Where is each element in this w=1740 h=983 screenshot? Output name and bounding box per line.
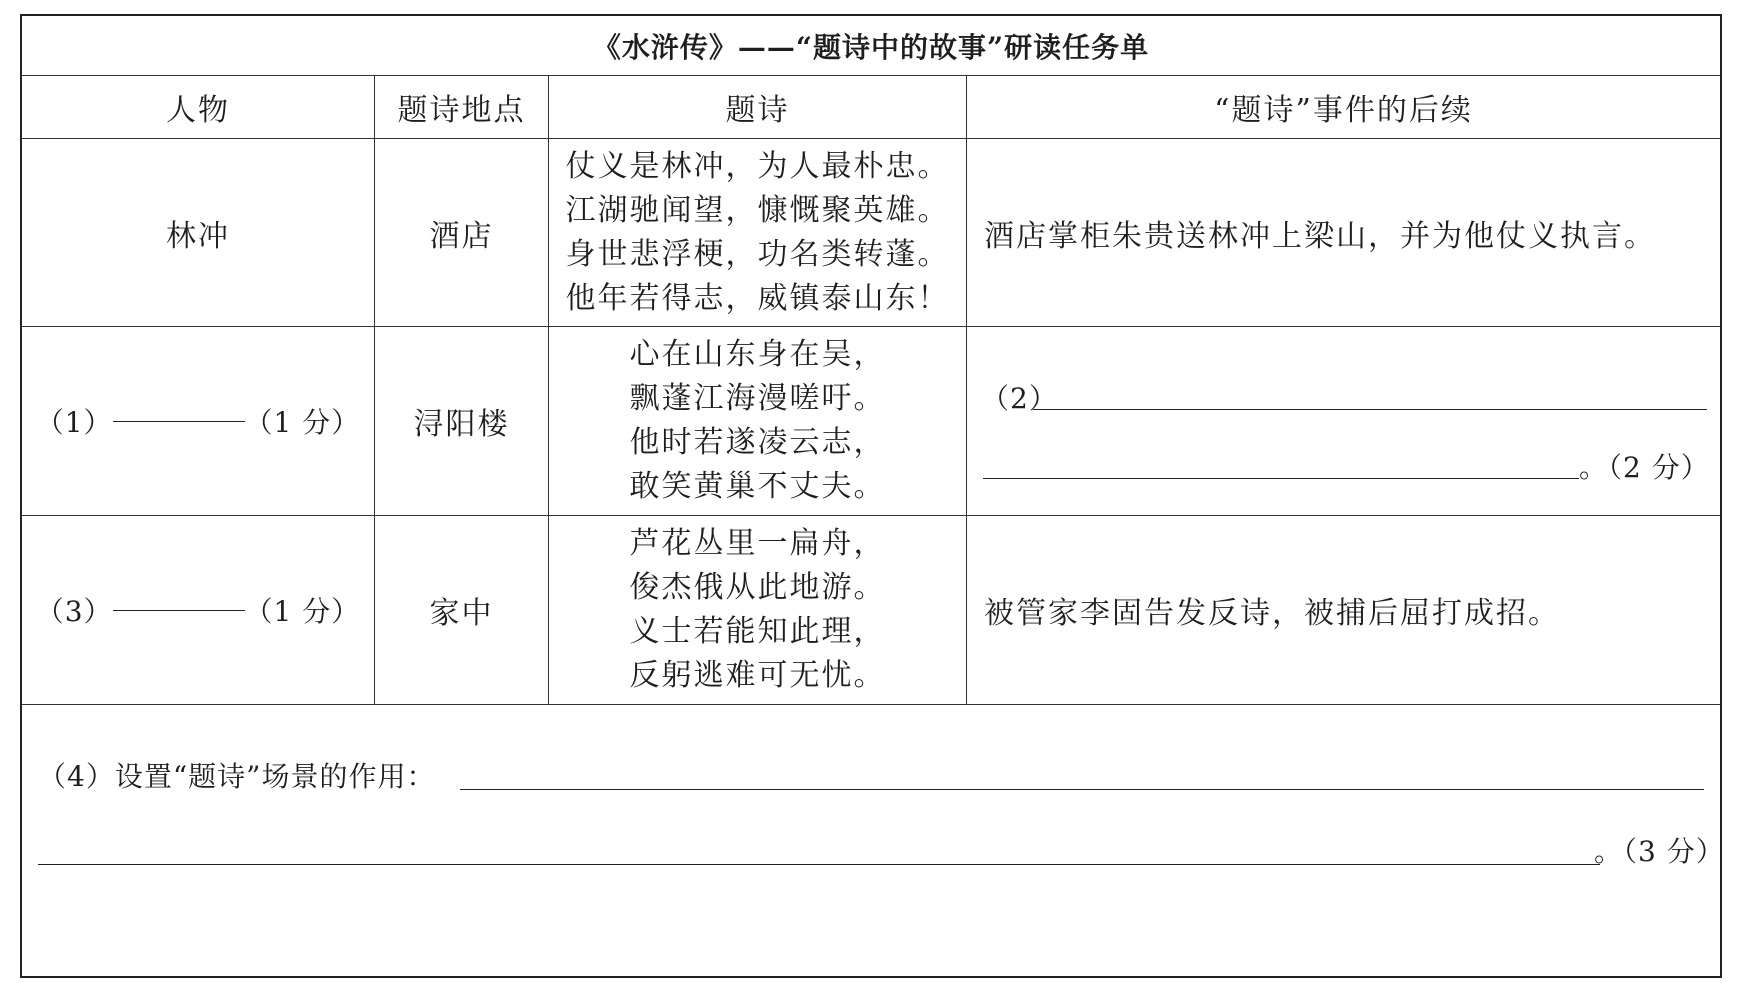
answer-blank[interactable] bbox=[113, 421, 245, 422]
row2-person-answer bbox=[22, 327, 374, 515]
answer-blank[interactable] bbox=[983, 478, 1579, 479]
row2-followup-answer bbox=[967, 327, 1720, 515]
row2-place: 浔阳楼 bbox=[413, 407, 510, 442]
poem-line: 义士若能知此理， bbox=[629, 614, 886, 649]
question-number: （2） bbox=[981, 382, 1058, 415]
answer-blank[interactable] bbox=[38, 864, 1600, 865]
task-sheet-table bbox=[20, 14, 1725, 978]
poem-line: 江湖驰闻望，慷慨聚英雄。 bbox=[565, 192, 950, 228]
question-number: （1） bbox=[35, 406, 113, 439]
answer-blank[interactable] bbox=[460, 789, 1704, 790]
score-label: （1 分） bbox=[244, 406, 361, 439]
poem-line: 他时若遂凌云志， bbox=[629, 425, 886, 460]
row3-poem bbox=[549, 516, 966, 704]
score-label: 。（2 分） bbox=[1579, 451, 1710, 484]
row1-place: 酒店 bbox=[429, 218, 494, 254]
header-followup: “题诗”事件的后续 bbox=[1214, 93, 1473, 128]
poem-line: 仗义是林冲，为人最朴忠。 bbox=[565, 148, 950, 184]
poem-line: 敢笑黄巢不丈夫。 bbox=[629, 469, 886, 504]
poem-line: 身世悲浮梗，功名类转蓬。 bbox=[565, 236, 950, 272]
row2-poem bbox=[549, 327, 966, 515]
poem-line: 芦花丛里一扁舟， bbox=[629, 526, 886, 561]
score-label: （1 分） bbox=[244, 595, 361, 628]
row3-person-answer bbox=[22, 516, 374, 704]
header-person: 人物 bbox=[166, 93, 230, 128]
sheet-title: 《水浒传》——“题诗中的故事”研读任务单 bbox=[592, 30, 1150, 64]
poem-line: 反躬逃难可无忧。 bbox=[629, 658, 886, 693]
question4-label: （4）设置“题诗”场景的作用： bbox=[38, 760, 436, 793]
question-number: （3） bbox=[35, 595, 113, 628]
row3-followup: 被管家李固告发反诗，被捕后屈打成招。 bbox=[984, 596, 1560, 631]
row1-poem bbox=[549, 139, 966, 326]
poem-line: 飘蓬江海漫嗟吁。 bbox=[629, 381, 886, 416]
poem-line: 俊杰俄从此地游。 bbox=[629, 570, 886, 605]
score-label: 。（3 分） bbox=[1594, 835, 1725, 868]
row3-place: 家中 bbox=[429, 596, 494, 631]
answer-blank[interactable] bbox=[1033, 409, 1707, 410]
poem-line: 心在山东身在吴， bbox=[629, 337, 886, 372]
row1-followup: 酒店掌柜朱贵送林冲上梁山，并为他仗义执言。 bbox=[984, 218, 1656, 254]
question4-area bbox=[22, 705, 1725, 976]
row1-person: 林冲 bbox=[166, 218, 230, 254]
poem-line: 他年若得志，威镇泰山东！ bbox=[565, 280, 950, 316]
answer-blank[interactable] bbox=[113, 610, 245, 611]
header-place: 题诗地点 bbox=[397, 93, 526, 128]
header-poem: 题诗 bbox=[725, 93, 790, 128]
